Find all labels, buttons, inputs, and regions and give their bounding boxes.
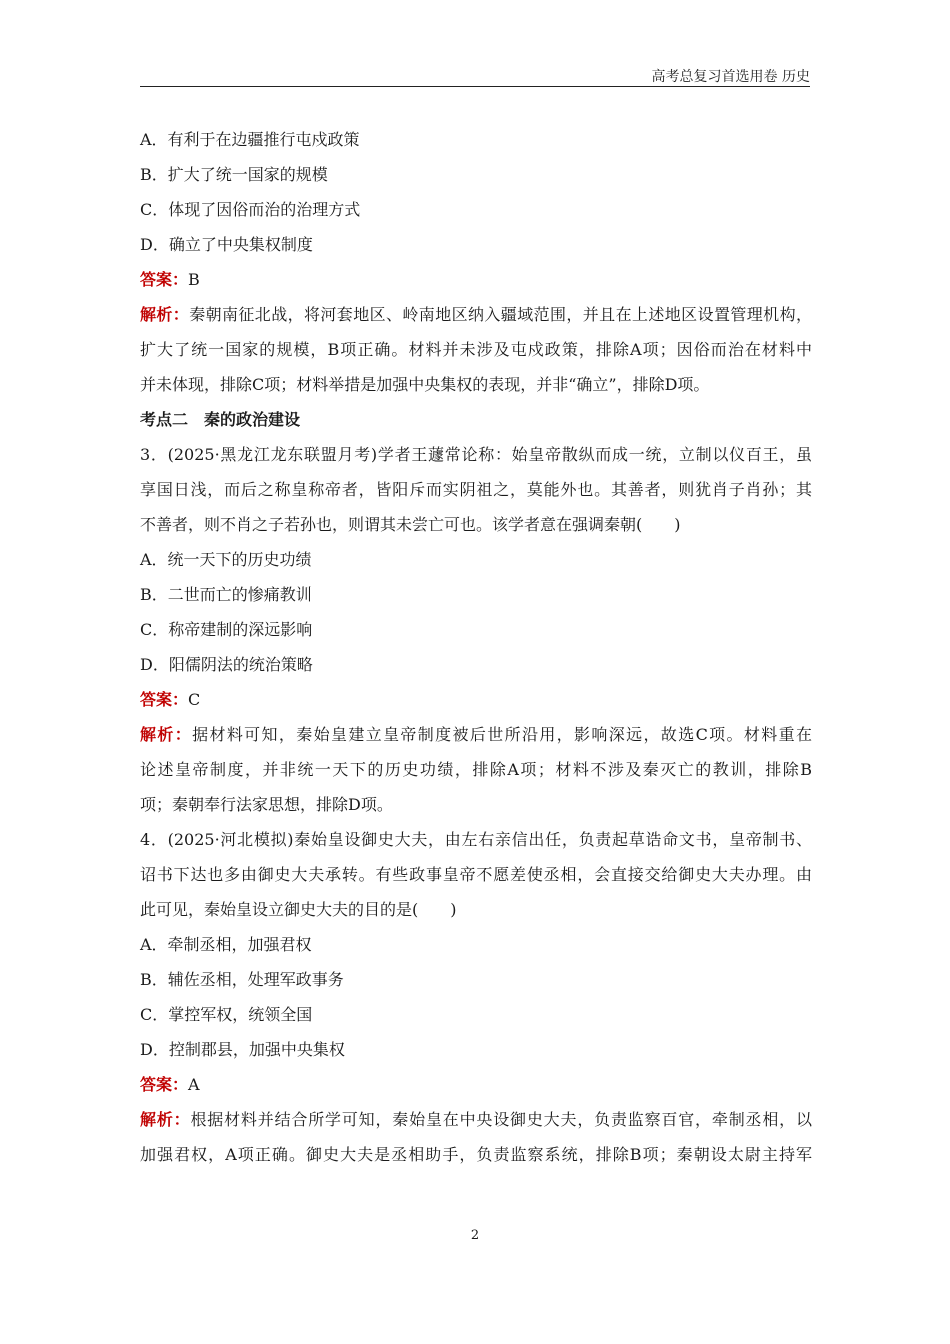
q4-option-c: C．掌控军权，统领全国	[140, 1005, 313, 1024]
answer-value: C	[188, 690, 201, 709]
page-number: 2	[470, 1228, 480, 1243]
q3-stem-line: 不善者，则不肖之子若孙也，则谓其未尝亡可也。该学者意在强调秦朝( )	[140, 515, 681, 534]
running-header: 高考总复习首选用卷 历史	[651, 69, 810, 85]
q3-option-c: C．称帝建制的深远影响	[140, 620, 313, 639]
section-heading: 考点二 秦的政治建设	[140, 410, 301, 429]
q3-option-d: D．阳儒阴法的统治策略	[140, 655, 313, 674]
q3-analysis-line	[140, 717, 812, 752]
answer-value: A	[188, 1075, 200, 1094]
q4-answer	[140, 1067, 812, 1102]
q2-analysis-line: 并未体现，排除C项；材料举措是加强中央集权的表现，并非“确立”，排除D项。	[140, 375, 710, 394]
page-content	[140, 122, 812, 1172]
q2-option-b: B．扩大了统一国家的规模	[140, 165, 328, 184]
answer-value: B	[188, 270, 200, 289]
header-rule	[140, 86, 810, 87]
q3-stem-line: 享国日浅，而后之称皇称帝者，皆阳斥而实阴祖之，莫能外也。其善者，则犹肖子肖孙；其	[140, 480, 812, 499]
analysis-text: 根据材料并结合所学可知，秦始皇在中央设御史大夫，负责监察百官，牵制丞相，以	[190, 1110, 812, 1129]
q2-analysis-line	[140, 297, 812, 332]
answer-label: 答案：	[140, 1075, 189, 1094]
q4-analysis-line	[140, 1102, 812, 1137]
q4-stem-line: 此可见，秦始皇设立御史大夫的目的是( )	[140, 900, 457, 919]
q2-option-c: C．体现了因俗而治的治理方式	[140, 200, 361, 219]
q4-analysis-line: 加强君权，A项正确。御史大夫是丞相助手，负责监察系统，排除B项；秦朝设太尉主持军	[140, 1145, 812, 1164]
q3-analysis-line: 论述皇帝制度，并非统一天下的历史功绩，排除A项；材料不涉及秦灭亡的教训，排除B	[140, 760, 812, 779]
analysis-text: 据材料可知，秦始皇建立皇帝制度被后世所沿用，影响深远，故选C项。材料重在	[192, 725, 812, 744]
q4-stem-line: 诏书下达也多由御史大夫承转。有些政事皇帝不愿差使丞相，会直接交给御史大夫办理。由	[140, 865, 812, 884]
q2-option-d: D．确立了中央集权制度	[140, 235, 313, 254]
analysis-label: 解析：	[140, 305, 190, 324]
q3-stem-line: 3．(2025·黑龙江龙东联盟月考)学者王蘧常论称：始皇帝散纵而成一统，立制以仪百王，虽	[140, 445, 812, 464]
q3-option-b: B．二世而亡的惨痛教训	[140, 585, 312, 604]
q3-answer	[140, 682, 812, 717]
q4-option-b: B．辅佐丞相，处理军政事务	[140, 970, 344, 989]
q4-stem-line: 4．(2025·河北模拟)秦始皇设御史大夫，由左右亲信出任，负责起草诰命文书，皇帝制书、	[140, 830, 812, 849]
analysis-label: 解析：	[140, 1110, 191, 1129]
q3-analysis-line: 项；秦朝奉行法家思想，排除D项。	[140, 795, 393, 814]
q2-analysis-line: 扩大了统一国家的规模，B项正确。材料并未涉及屯戍政策，排除A项；因俗而治在材料中	[140, 340, 812, 359]
q4-option-a: A．牵制丞相，加强君权	[140, 935, 312, 954]
answer-label: 答案：	[140, 270, 189, 289]
q3-option-a: A．统一天下的历史功绩	[140, 550, 312, 569]
q4-option-d: D．控制郡县，加强中央集权	[140, 1040, 345, 1059]
q2-answer	[140, 262, 812, 297]
analysis-text: 秦朝南征北战，将河套地区、岭南地区纳入疆域范围，并且在上述地区设置管理机构，	[189, 305, 812, 324]
analysis-label: 解析：	[140, 725, 193, 744]
answer-label: 答案：	[140, 690, 189, 709]
q2-option-a: A．有利于在边疆推行屯戍政策	[140, 130, 360, 149]
